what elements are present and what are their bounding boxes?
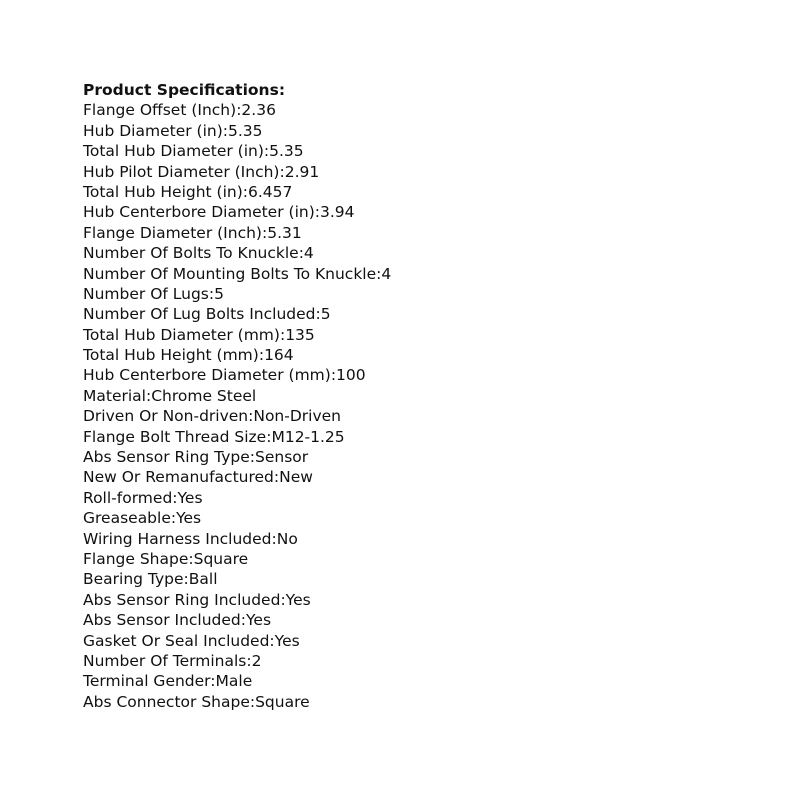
spec-label: Number Of Lug Bolts Included [83, 305, 316, 324]
spec-line [83, 488, 783, 508]
spec-list [83, 100, 783, 712]
spec-value: Male [215, 672, 253, 691]
spec-label: Total Hub Diameter (mm) [83, 325, 280, 344]
spec-value: Yes [285, 590, 311, 609]
spec-label: Hub Centerbore Diameter (in) [83, 203, 315, 222]
spec-separator: : [330, 366, 337, 385]
spec-line [83, 427, 783, 447]
spec-separator: : [314, 203, 320, 222]
spec-label: Flange Offset (Inch) [83, 101, 237, 120]
spec-separator: : [145, 386, 152, 405]
spec-label: Number Of Bolts To Knuckle [83, 244, 299, 263]
spec-line [83, 569, 783, 589]
spec-separator: : [269, 631, 275, 650]
spec-label: Wiring Harness Included [83, 529, 272, 548]
spec-label: Hub Pilot Diameter (Inch) [83, 162, 280, 181]
spec-label: Terminal Gender [83, 672, 211, 691]
spec-value: 5.35 [269, 142, 304, 161]
spec-value: Square [193, 549, 249, 568]
spec-value: 5.31 [267, 223, 302, 242]
spec-label: Abs Sensor Included [83, 611, 241, 630]
spec-line [83, 447, 783, 467]
spec-label: Material [83, 386, 146, 405]
spec-line [83, 610, 783, 630]
spec-value: 4 [303, 244, 314, 263]
spec-value: 100 [336, 366, 366, 385]
spec-line [83, 202, 783, 222]
spec-label: Abs Sensor Ring Type [83, 448, 250, 467]
spec-value: 5 [214, 284, 224, 303]
spec-separator: : [279, 325, 286, 344]
spec-line [83, 141, 783, 161]
spec-separator: : [280, 590, 286, 609]
spec-separator: : [210, 672, 216, 691]
spec-line [83, 100, 783, 120]
spec-separator: : [183, 570, 189, 589]
spec-separator: : [273, 468, 280, 487]
spec-value: M12-1.25 [271, 427, 345, 446]
spec-label: Total Hub Diameter (in) [83, 142, 264, 161]
spec-separator: : [249, 448, 256, 467]
spec-line [83, 182, 783, 202]
spec-value: 5.35 [228, 121, 263, 140]
spec-separator: : [279, 162, 285, 181]
spec-separator: : [298, 244, 304, 263]
spec-separator: : [246, 651, 252, 670]
spec-separator: : [242, 182, 248, 201]
spec-value: Non-Driven [253, 407, 342, 426]
product-specifications [83, 80, 783, 712]
spec-separator: : [240, 611, 246, 630]
spec-line [83, 121, 783, 141]
spec-label: Total Hub Height (mm) [83, 346, 259, 365]
spec-separator: : [172, 488, 178, 507]
spec-value: 4 [381, 264, 392, 283]
spec-line [83, 243, 783, 263]
spec-value: No [276, 529, 298, 548]
spec-label: Roll-formed [83, 488, 173, 507]
spec-line [83, 529, 783, 549]
spec-separator: : [263, 142, 270, 161]
spec-separator: : [236, 101, 242, 120]
spec-value: Chrome Steel [151, 386, 257, 405]
spec-line [83, 365, 783, 385]
spec-line [83, 223, 783, 243]
spec-separator: : [315, 305, 321, 324]
spec-label: Flange Bolt Thread Size [83, 427, 267, 446]
spec-label: Hub Diameter (in) [83, 121, 223, 140]
spec-value: Yes [246, 611, 272, 630]
spec-label: Greaseable [83, 509, 171, 528]
spec-label: Driven Or Non-driven [83, 407, 249, 426]
spec-value: 6.457 [248, 182, 293, 201]
spec-value: 135 [285, 325, 315, 344]
spec-line [83, 590, 783, 610]
spec-label: Total Hub Height (in) [83, 182, 243, 201]
specifications-heading: Product Specifications: [83, 81, 286, 99]
spec-value: 2 [251, 651, 262, 670]
spec-value: Sensor [255, 448, 309, 467]
spec-line [83, 325, 783, 345]
spec-label: Gasket Or Seal Included [83, 631, 270, 650]
spec-value: Square [255, 692, 310, 711]
spec-label: Flange Diameter (Inch) [83, 223, 262, 242]
spec-label: Abs Connector Shape [83, 692, 250, 711]
spec-separator: : [261, 223, 268, 242]
spec-value: Yes [274, 631, 300, 650]
spec-value: Yes [176, 509, 202, 528]
spec-line [83, 386, 783, 406]
spec-line [83, 467, 783, 487]
spec-separator: : [376, 264, 382, 283]
spec-line [83, 162, 783, 182]
spec-separator: : [271, 529, 277, 548]
spec-value: 164 [264, 346, 294, 365]
spec-line [83, 264, 783, 284]
spec-label: Abs Sensor Ring Included [83, 590, 281, 609]
spec-label: Flange Shape [83, 549, 189, 568]
spec-label: Number Of Lugs [83, 284, 209, 303]
spec-value: 2.91 [284, 162, 320, 181]
spec-label: Number Of Mounting Bolts To Knuckle [83, 264, 377, 283]
spec-value: Yes [177, 488, 203, 507]
spec-line [83, 631, 783, 651]
spec-line [83, 549, 783, 569]
spec-separator: : [208, 284, 215, 303]
spec-separator: : [249, 692, 256, 711]
spec-label: Bearing Type [83, 570, 184, 589]
spec-label: Hub Centerbore Diameter (mm) [83, 366, 331, 385]
spec-separator: : [188, 549, 194, 568]
spec-value: 2.36 [241, 101, 276, 120]
spec-value: 5 [320, 305, 331, 324]
spec-separator: : [170, 509, 177, 528]
spec-label: New Or Remanufactured [83, 468, 274, 487]
spec-value: New [279, 468, 313, 487]
spec-separator: : [248, 407, 254, 426]
spec-value: 3.94 [319, 203, 355, 222]
spec-line [83, 651, 783, 671]
spec-separator: : [258, 346, 265, 365]
spec-line [83, 345, 783, 365]
spec-value: Ball [188, 570, 218, 589]
spec-separator: : [266, 427, 272, 446]
spec-line [83, 304, 783, 324]
spec-separator: : [222, 121, 228, 140]
spec-line [83, 508, 783, 528]
spec-line [83, 671, 783, 691]
spec-line [83, 406, 783, 426]
spec-line [83, 284, 783, 304]
spec-line [83, 692, 783, 712]
spec-label: Number Of Terminals [83, 651, 247, 670]
